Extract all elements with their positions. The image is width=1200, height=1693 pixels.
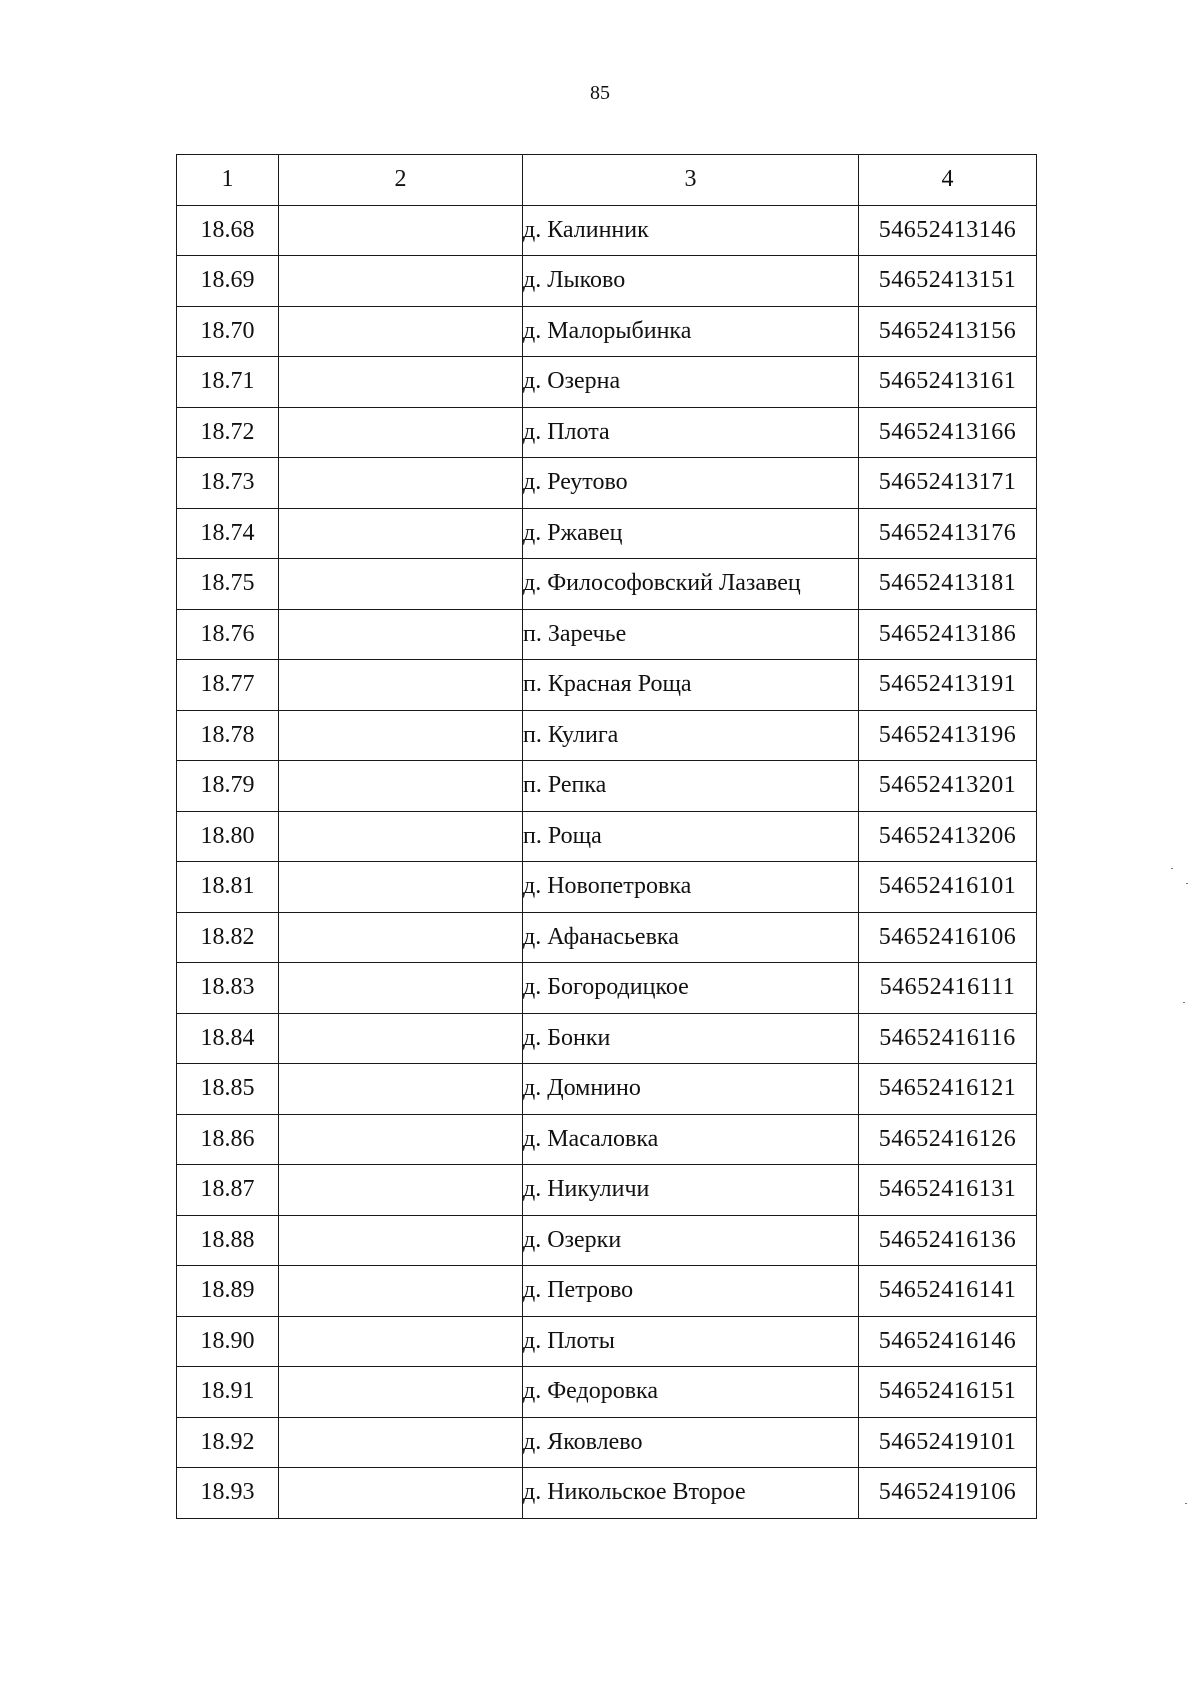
scan-speck	[1185, 1503, 1187, 1504]
oktmo-code-cell: 54652416146	[859, 1316, 1037, 1367]
oktmo-code-cell: 54652416136	[859, 1215, 1037, 1266]
oktmo-code-cell: 54652416101	[859, 862, 1037, 913]
row-number-cell: 18.73	[177, 458, 279, 509]
settlement-name-cell: д. Ржавец	[523, 508, 859, 559]
settlement-name-cell: д. Петрово	[523, 1266, 859, 1317]
table-row	[177, 508, 1037, 559]
settlement-name-cell: д. Калинник	[523, 205, 859, 256]
scan-speck	[1171, 868, 1173, 869]
settlements-table	[176, 154, 1037, 1519]
row-col2-cell	[279, 1367, 523, 1418]
column-header-2: 2	[279, 155, 523, 206]
oktmo-code-cell: 54652413176	[859, 508, 1037, 559]
table-row	[177, 761, 1037, 812]
settlement-name-cell: п. Репка	[523, 761, 859, 812]
row-number-cell: 18.69	[177, 256, 279, 307]
row-col2-cell	[279, 963, 523, 1014]
table-row	[177, 862, 1037, 913]
row-number-cell: 18.79	[177, 761, 279, 812]
row-number-cell: 18.76	[177, 609, 279, 660]
oktmo-code-cell: 54652413186	[859, 609, 1037, 660]
oktmo-code-cell: 54652416151	[859, 1367, 1037, 1418]
oktmo-code-cell: 54652413191	[859, 660, 1037, 711]
table-row	[177, 256, 1037, 307]
row-col2-cell	[279, 1114, 523, 1165]
oktmo-code-cell: 54652413201	[859, 761, 1037, 812]
row-col2-cell	[279, 508, 523, 559]
row-col2-cell	[279, 1417, 523, 1468]
table-header-row	[177, 155, 1037, 206]
row-number-cell: 18.75	[177, 559, 279, 610]
row-number-cell: 18.90	[177, 1316, 279, 1367]
oktmo-code-cell: 54652413196	[859, 710, 1037, 761]
oktmo-code-cell: 54652413146	[859, 205, 1037, 256]
row-col2-cell	[279, 306, 523, 357]
table-row	[177, 1064, 1037, 1115]
table-row	[177, 407, 1037, 458]
settlement-name-cell: д. Домнино	[523, 1064, 859, 1115]
scan-speck	[1183, 1002, 1185, 1003]
table-row	[177, 1468, 1037, 1519]
settlement-name-cell: д. Плоты	[523, 1316, 859, 1367]
settlement-name-cell: д. Новопетровка	[523, 862, 859, 913]
settlement-name-cell: п. Кулига	[523, 710, 859, 761]
row-col2-cell	[279, 811, 523, 862]
settlement-name-cell: д. Никуличи	[523, 1165, 859, 1216]
table-row	[177, 1417, 1037, 1468]
oktmo-code-cell: 54652416121	[859, 1064, 1037, 1115]
oktmo-code-cell: 54652416111	[859, 963, 1037, 1014]
oktmo-code-cell: 54652413156	[859, 306, 1037, 357]
row-col2-cell	[279, 205, 523, 256]
oktmo-code-cell: 54652413181	[859, 559, 1037, 610]
settlement-name-cell: д. Малорыбинка	[523, 306, 859, 357]
table-row	[177, 1367, 1037, 1418]
row-col2-cell	[279, 256, 523, 307]
row-number-cell: 18.78	[177, 710, 279, 761]
settlement-name-cell: д. Лыково	[523, 256, 859, 307]
table-row	[177, 1013, 1037, 1064]
settlement-name-cell: д. Философовский Лазавец	[523, 559, 859, 610]
row-number-cell: 18.81	[177, 862, 279, 913]
oktmo-code-cell: 54652413166	[859, 407, 1037, 458]
oktmo-code-cell: 54652416116	[859, 1013, 1037, 1064]
settlement-name-cell: д. Никольское Второе	[523, 1468, 859, 1519]
row-number-cell: 18.83	[177, 963, 279, 1014]
table-body	[177, 205, 1037, 1518]
oktmo-code-cell: 54652416131	[859, 1165, 1037, 1216]
settlement-name-cell: д. Яковлево	[523, 1417, 859, 1468]
row-number-cell: 18.68	[177, 205, 279, 256]
settlement-name-cell: д. Богородицкое	[523, 963, 859, 1014]
row-col2-cell	[279, 1013, 523, 1064]
row-col2-cell	[279, 1165, 523, 1216]
table-row	[177, 458, 1037, 509]
settlement-name-cell: д. Федоровка	[523, 1367, 859, 1418]
scan-speck	[1186, 883, 1188, 884]
row-number-cell: 18.80	[177, 811, 279, 862]
table-row	[177, 1215, 1037, 1266]
settlement-name-cell: д. Масаловка	[523, 1114, 859, 1165]
settlement-name-cell: д. Бонки	[523, 1013, 859, 1064]
row-col2-cell	[279, 559, 523, 610]
row-col2-cell	[279, 1215, 523, 1266]
row-number-cell: 18.77	[177, 660, 279, 711]
row-number-cell: 18.87	[177, 1165, 279, 1216]
row-col2-cell	[279, 609, 523, 660]
oktmo-code-cell: 54652419101	[859, 1417, 1037, 1468]
oktmo-code-cell: 54652419106	[859, 1468, 1037, 1519]
oktmo-code-cell: 54652416141	[859, 1266, 1037, 1317]
row-col2-cell	[279, 660, 523, 711]
table-row	[177, 811, 1037, 862]
row-number-cell: 18.88	[177, 1215, 279, 1266]
table-row	[177, 660, 1037, 711]
table-row	[177, 1316, 1037, 1367]
table-row	[177, 205, 1037, 256]
oktmo-code-cell: 54652416106	[859, 912, 1037, 963]
column-header-4: 4	[859, 155, 1037, 206]
table-row	[177, 1165, 1037, 1216]
column-header-3: 3	[523, 155, 859, 206]
row-col2-cell	[279, 710, 523, 761]
settlement-name-cell: п. Заречье	[523, 609, 859, 660]
oktmo-code-cell: 54652416126	[859, 1114, 1037, 1165]
row-col2-cell	[279, 1064, 523, 1115]
table-row	[177, 357, 1037, 408]
table-row	[177, 963, 1037, 1014]
row-col2-cell	[279, 458, 523, 509]
table-row	[177, 609, 1037, 660]
row-col2-cell	[279, 1266, 523, 1317]
row-col2-cell	[279, 862, 523, 913]
row-number-cell: 18.85	[177, 1064, 279, 1115]
row-col2-cell	[279, 912, 523, 963]
row-number-cell: 18.70	[177, 306, 279, 357]
page-number: 85	[590, 82, 610, 104]
oktmo-code-cell: 54652413151	[859, 256, 1037, 307]
table-row	[177, 306, 1037, 357]
oktmo-code-cell: 54652413206	[859, 811, 1037, 862]
table-row	[177, 1266, 1037, 1317]
table-row	[177, 710, 1037, 761]
oktmo-code-cell: 54652413171	[859, 458, 1037, 509]
row-number-cell: 18.84	[177, 1013, 279, 1064]
row-col2-cell	[279, 761, 523, 812]
row-number-cell: 18.93	[177, 1468, 279, 1519]
row-number-cell: 18.91	[177, 1367, 279, 1418]
row-number-cell: 18.89	[177, 1266, 279, 1317]
row-col2-cell	[279, 1468, 523, 1519]
row-number-cell: 18.72	[177, 407, 279, 458]
settlement-name-cell: д. Озерна	[523, 357, 859, 408]
row-number-cell: 18.82	[177, 912, 279, 963]
table-row	[177, 559, 1037, 610]
row-number-cell: 18.74	[177, 508, 279, 559]
settlement-name-cell: п. Роща	[523, 811, 859, 862]
row-number-cell: 18.92	[177, 1417, 279, 1468]
table-row	[177, 912, 1037, 963]
row-number-cell: 18.71	[177, 357, 279, 408]
table-row	[177, 1114, 1037, 1165]
row-col2-cell	[279, 357, 523, 408]
row-col2-cell	[279, 1316, 523, 1367]
column-header-1: 1	[177, 155, 279, 206]
oktmo-code-cell: 54652413161	[859, 357, 1037, 408]
settlement-name-cell: д. Плота	[523, 407, 859, 458]
settlement-name-cell: п. Красная Роща	[523, 660, 859, 711]
settlement-name-cell: д. Афанасьевка	[523, 912, 859, 963]
row-number-cell: 18.86	[177, 1114, 279, 1165]
settlement-name-cell: д. Озерки	[523, 1215, 859, 1266]
row-col2-cell	[279, 407, 523, 458]
settlement-name-cell: д. Реутово	[523, 458, 859, 509]
